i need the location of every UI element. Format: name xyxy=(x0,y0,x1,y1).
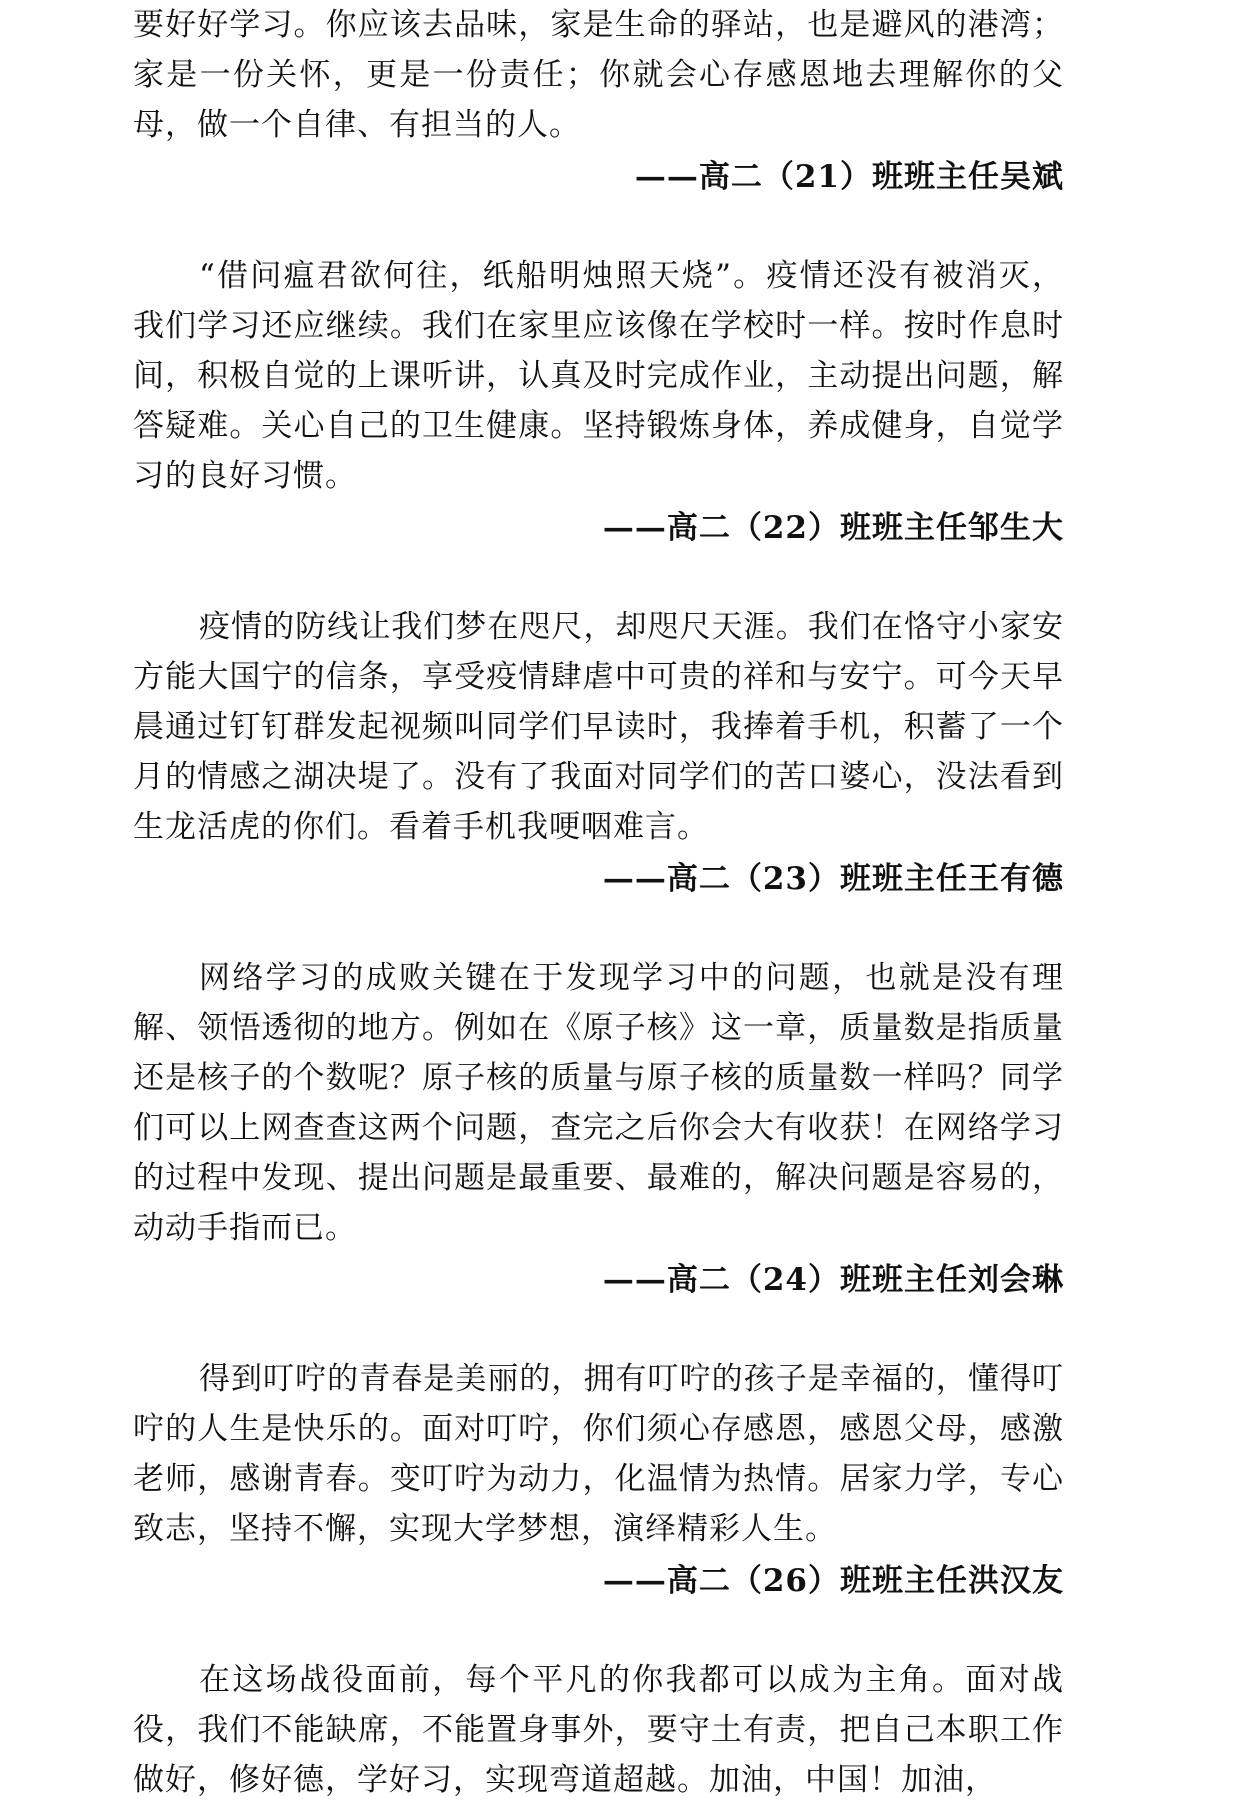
signature-26: ——高二（26）班班主任洪汉友 xyxy=(602,1563,1064,1599)
section-spacer xyxy=(133,904,1064,953)
section-spacer xyxy=(133,1305,1064,1354)
message-paragraph-21: 要好好学习。你应该去品味，家是生命的驿站，也是避风的港湾；家是一份关怀，更是一份责任；你就会心存感恩地去理解你的父母，做一个自律、有担当的人。 xyxy=(133,7,1064,143)
signature-22: ——高二（22）班班主任邹生大 xyxy=(602,510,1064,546)
section-spacer xyxy=(133,1606,1064,1655)
section-spacer xyxy=(133,202,1064,251)
message-paragraph-23: 疫情的防线让我们梦在咫尺，却咫尺天涯。我们在恪守小家安方能大国宁的信条，享受疫情肆虐中可贵的祥和与安宁。可今天早晨通过钉钉群发起视频叫同学们早读时，我捧着手机，积蓄了一个月的情感之湖决堤了。没有了我面对同学们的苦口婆心，没法看到生龙活虎的你们。看着手机我哽咽难言。 xyxy=(133,609,1064,845)
document-page xyxy=(133,0,1064,1798)
message-paragraph-24: 网络学习的成败关键在于发现学习中的问题，也就是没有理解、领悟透彻的地方。例如在《原子核》这一章，质量数是指质量还是核子的个数呢？原子核的质量与原子核的质量数一样吗？同学们可以上网查查这两个问题，查完之后你会大有收获！在网络学习的过程中发现、提出问题是最重要、最难的，解决问题是容易的，动动手指而已。 xyxy=(133,960,1064,1246)
signature-24: ——高二（24）班班主任刘会琳 xyxy=(602,1262,1064,1298)
signature-21: ——高二（21）班班主任吴斌 xyxy=(634,159,1064,195)
signature-23: ——高二（23）班班主任王有德 xyxy=(602,861,1064,897)
message-paragraph-final: 在这场战役面前，每个平凡的你我都可以成为主角。面对战役，我们不能缺席，不能置身事外，要守土有责，把自己本职工作做好，修好德，学好习，实现弯道超越。加油，中国！加油， xyxy=(133,1662,1064,1798)
message-paragraph-22: “借问瘟君欲何往，纸船明烛照天烧”。疫情还没有被消灭，我们学习还应继续。我们在家里应该像在学校时一样。按时作息时间，积极自觉的上课听讲，认真及时完成作业，主动提出问题，解答疑难。关心自己的卫生健康。坚持锻炼身体，养成健身，自觉学习的良好习惯。 xyxy=(133,258,1064,494)
section-spacer xyxy=(133,553,1064,602)
message-paragraph-26: 得到叮咛的青春是美丽的，拥有叮咛的孩子是幸福的，懂得叮咛的人生是快乐的。面对叮咛，你们须心存感恩，感恩父母，感激老师，感谢青春。变叮咛为动力，化温情为热情。居家力学，专心致志，坚持不懈，实现大学梦想，演绎精彩人生。 xyxy=(133,1361,1064,1547)
